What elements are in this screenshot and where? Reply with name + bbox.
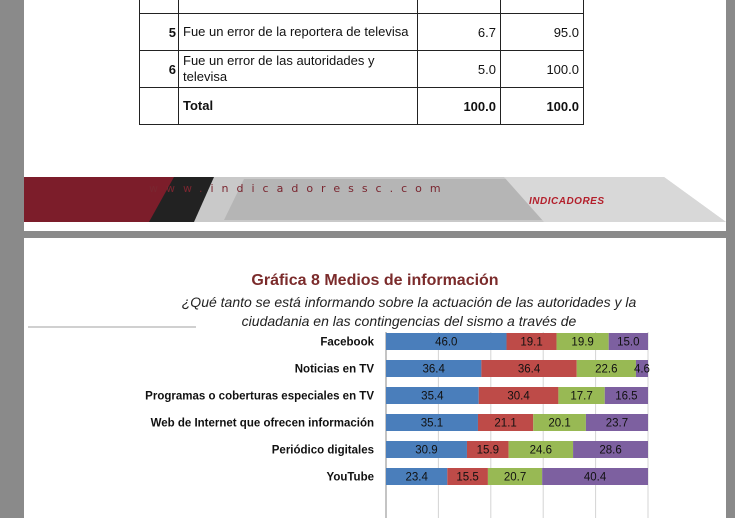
- data-label: 4.6: [633, 363, 650, 376]
- data-label: 36.4: [517, 363, 541, 376]
- data-label: 46.0: [435, 336, 458, 349]
- data-label: 28.6: [599, 444, 622, 457]
- data-label: 23.4: [405, 471, 428, 484]
- row-label: Total: [179, 88, 418, 125]
- chart-subtitle: ¿Qué tanto se está informando sobre la actuación de las autoridades y la ciudadania en las contingencias del sismo a través de: [181, 294, 637, 329]
- data-label: 35.4: [421, 390, 444, 403]
- category-label: Noticias en TV: [294, 363, 374, 376]
- data-label: 30.9: [415, 444, 438, 457]
- row-number: [140, 88, 179, 125]
- data-label: 36.4: [422, 363, 445, 376]
- table-row-total: [140, 88, 584, 125]
- row-label: Fue un error de la reportera de televisa: [179, 14, 418, 51]
- results-table: [139, 0, 584, 125]
- data-label: 19.9: [571, 336, 594, 349]
- row-number: 5: [140, 14, 179, 51]
- brand-logo: INDICADORES: [529, 196, 605, 207]
- stacked-bar-chart: [24, 238, 726, 518]
- row-percent: 5.0: [418, 51, 501, 88]
- data-label: 30.4: [507, 390, 530, 403]
- data-label: 35.1: [420, 417, 444, 430]
- table-row: [140, 0, 584, 14]
- data-label: 23.7: [605, 417, 629, 430]
- row-cumulative: [501, 0, 584, 14]
- table-row: [140, 51, 584, 88]
- row-number: [140, 0, 179, 14]
- data-label: 15.0: [617, 336, 640, 349]
- category-label: Programas o coberturas especiales en TV: [145, 390, 374, 403]
- data-label: 19.1: [520, 336, 543, 349]
- data-label: 17.7: [570, 390, 593, 403]
- data-label: 20.1: [548, 417, 571, 430]
- row-percent: 100.0: [418, 88, 501, 125]
- data-label: 16.5: [615, 390, 638, 403]
- data-label: 21.1: [494, 417, 517, 430]
- report-page-chart: [24, 238, 726, 518]
- row-cumulative: 100.0: [501, 88, 584, 125]
- category-label: Web de Internet que ofrecen información: [150, 417, 374, 430]
- table-row: [140, 14, 584, 51]
- data-label: 22.6: [595, 363, 618, 376]
- row-number: 6: [140, 51, 179, 88]
- row-cumulative: 95.0: [501, 14, 584, 51]
- category-label: YouTube: [326, 471, 374, 484]
- data-label: 40.4: [583, 471, 607, 484]
- row-cumulative: 100.0: [501, 51, 584, 88]
- report-page-top: [24, 0, 726, 231]
- row-label: Fue un error de las autoridades y televisa: [179, 51, 418, 88]
- data-label: 24.6: [529, 444, 553, 457]
- chart-title: Gráfica 8 Medios de información: [251, 272, 499, 289]
- data-label: 20.7: [503, 471, 527, 484]
- data-label: 15.9: [476, 444, 499, 457]
- category-label: Periódico digitales: [271, 444, 374, 457]
- category-label: Facebook: [320, 336, 374, 349]
- row-label: [179, 0, 418, 14]
- row-percent: [418, 0, 501, 14]
- data-label: 15.5: [456, 471, 479, 484]
- row-percent: 6.7: [418, 14, 501, 51]
- website-url: www.indicadoressc.com: [149, 182, 449, 195]
